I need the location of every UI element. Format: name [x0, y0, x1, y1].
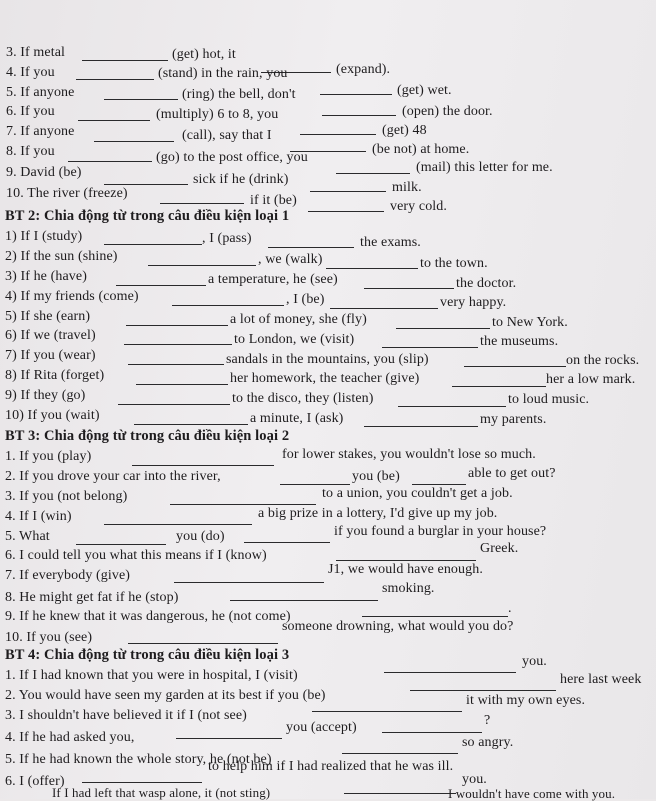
s4-line-3-blank-1[interactable] [312, 711, 462, 712]
s1-line-4-part-1: 4. If you [6, 65, 55, 80]
s3-line-7-part-2: J1, we would have enough. [328, 562, 483, 577]
s4-line-1-part-2: you. [522, 654, 547, 669]
s3-line-2-part-2: you (be) [352, 469, 400, 484]
s2-line-2-part-1: 2) If the sun (shine) [5, 249, 118, 264]
s2-line-1-part-3: the exams. [360, 235, 421, 250]
s1-line-9-part-2: sick if he (drink) [193, 172, 289, 187]
s3-line-9-part-2: . [508, 601, 512, 616]
s2-line-5-part-2: a lot of money, she (fly) [230, 312, 367, 327]
s1-line-6-part-1: 6. If you [6, 104, 55, 119]
s4-line-6-blank-1[interactable] [82, 782, 202, 783]
s4-line-3-part-1: 3. I shouldn't have believed it if I (not see) [5, 708, 247, 723]
s3-heading: BT 3: Chia động từ trong câu điều kiện loại 2 [5, 428, 290, 444]
s3-line-9-part-1: 9. If he knew that it was dangerous, he (not come) [5, 609, 291, 624]
s2-line-8-part-2: her homework, the teacher (give) [230, 371, 420, 386]
s1-line-6-part-2: (multiply) 6 to 8, you [156, 107, 279, 122]
s1-line-3-part-1: 3. If metal [6, 45, 66, 60]
s1-line-4-part-2: (stand) in the rain, you [158, 66, 288, 81]
s2-line-4-part-3: very happy. [440, 295, 507, 310]
s1-line-3-part-3: (expand). [336, 62, 391, 77]
s2-line-1-part-1: 1) If I (study) [5, 229, 83, 244]
s4-line-6-part-1: 6. I (offer) [5, 774, 65, 789]
s3-line-4-part-2: a big prize in a lottery, I'd give up my job. [258, 506, 498, 521]
s1-line-4-part-3: (get) wet. [397, 83, 452, 98]
s3-line-6-part-2: Greek. [480, 541, 519, 556]
s1-line-9-part-1: 9. David (be) [6, 165, 82, 180]
s2-line-10-part-2: a minute, I (ask) [250, 411, 344, 426]
s2-line-10-part-3: my parents. [480, 412, 547, 427]
s2-line-4-part-1: 4) If my friends (come) [5, 289, 139, 304]
s3-line-8-part-1: 8. He might get fat if he (stop) [5, 590, 179, 605]
s3-line-1-part-1: 1. If you (play) [5, 449, 92, 464]
s2-line-4-part-2: , I (be) [286, 292, 325, 307]
s2-line-9-part-2: to the disco, they (listen) [232, 391, 374, 406]
s3-line-4-part-1: 4. If I (win) [5, 509, 72, 524]
s2-heading: BT 2: Chia động từ trong câu điều kiện loại 1 [5, 208, 290, 224]
s4-line-6-part-2: to help him if I had realized that he was ill. [208, 759, 454, 774]
s2-line-6-part-2: to London, we (visit) [234, 332, 355, 347]
s2-line-2-part-3: to the town. [420, 256, 488, 271]
s4-line-7-part-2: you. [462, 772, 487, 787]
s2-line-2-part-2: , we (walk) [258, 252, 323, 267]
s4-line-7-blank-1[interactable] [344, 793, 456, 794]
s3-line-5-part-2: you (do) [176, 529, 225, 544]
s1-line-7-part-3: (be not) at home. [372, 142, 470, 157]
s1-line-9-part-3: milk. [392, 180, 422, 195]
s2-line-7-part-1: 7) If you (wear) [5, 348, 96, 363]
s2-line-8-part-3: her a low mark. [546, 372, 636, 387]
s3-line-2-part-3: able to get out? [468, 466, 556, 481]
s1-line-10-part-2: if it (be) [250, 193, 297, 208]
s3-line-1-part-2: for lower stakes, you wouldn't lose so much. [282, 447, 536, 462]
s4-heading: BT 4: Chia động từ trong câu điều kiện loại 3 [5, 647, 290, 663]
s4-line-4-part-3: ? [484, 713, 491, 728]
s2-line-6-part-3: the museums. [480, 334, 559, 349]
s1-line-5-part-3: (open) the door. [402, 104, 493, 119]
s2-line-3-part-3: the doctor. [456, 276, 517, 291]
s2-line-3-part-1: 3) If he (have) [5, 269, 87, 284]
s1-line-5-part-1: 5. If anyone [6, 85, 75, 100]
s1-line-5-part-2: (ring) the bell, don't [182, 87, 296, 102]
s4-line-1-blank-1[interactable] [384, 672, 516, 673]
s2-line-7-part-2: sandals in the mountains, you (slip) [226, 352, 429, 367]
s1-line-8-part-1: 8. If you [6, 144, 55, 159]
s4-line-2-blank-1[interactable] [410, 690, 556, 691]
s3-line-7-part-1: 7. If everybody (give) [5, 568, 131, 583]
s3-line-10-part-2: someone drowning, what would you do? [282, 619, 514, 634]
s3-line-10-part-1: 10. If you (see) [5, 630, 93, 645]
s4-line-4-part-2: you (accept) [286, 720, 357, 735]
s2-line-8-part-1: 8) If Rita (forget) [5, 368, 105, 383]
s3-line-5-part-3: if you found a burglar in your house? [334, 524, 547, 539]
s2-line-3-part-2: a temperature, he (see) [208, 272, 338, 287]
s1-line-10-part-3: very cold. [390, 199, 447, 214]
s2-line-7-part-3: on the rocks. [566, 353, 640, 368]
s3-line-5-part-1: 5. What [5, 529, 50, 544]
s3-line-2-part-1: 2. If you drove your car into the river, [5, 469, 221, 484]
s1-line-7-part-2: (call), say that I [182, 128, 272, 143]
s2-line-5-part-3: to New York. [492, 315, 568, 330]
s1-line-6-part-3: (get) 48 [382, 123, 427, 138]
s4-line-5-part-1: 5. If he had known the whole story, he (not be) [5, 752, 272, 767]
s4-line-7-part-1: If I had left that wasp alone, it (not sting) [52, 785, 271, 800]
s2-line-9-part-1: 9) If they (go) [5, 388, 86, 403]
s3-line-3-part-2: to a union, you couldn't get a job. [322, 486, 513, 501]
s1-line-8-part-2: (go) to the post office, you [156, 150, 308, 165]
s3-line-6-part-1: 6. I could tell you what this means if I (know) [5, 548, 267, 563]
s2-line-1-part-2: , I (pass) [202, 231, 252, 246]
s4-line-2-part-2: here last week [560, 672, 642, 687]
s2-line-9-part-3: to loud music. [508, 392, 590, 407]
s1-line-3-part-2: (get) hot, it [172, 47, 236, 62]
s1-line-10-part-1: 10. The river (freeze) [6, 186, 128, 201]
s4-line-4-blank-2[interactable] [382, 732, 482, 733]
s3-line-3-part-1: 3. If you (not belong) [5, 489, 128, 504]
s2-line-10-part-1: 10) If you (wait) [5, 408, 100, 423]
s4-line-1-part-1: 1. If I had known that you were in hospital, I (visit) [5, 668, 298, 683]
s2-line-5-part-1: 5) If she (earn) [5, 309, 91, 324]
s4-line-4-blank-1[interactable] [176, 738, 282, 739]
s4-line-3-part-2: it with my own eyes. [466, 693, 586, 708]
s4-line-5-blank-1[interactable] [342, 753, 458, 754]
s1-line-8-part-3: (mail) this letter for me. [416, 160, 553, 175]
s4-line-2-part-1: 2. You would have seen my garden at its best if you (be) [5, 688, 326, 703]
s4-line-5-part-2: so angry. [462, 735, 514, 750]
s4-line-8-text: I wouldn't have come with you. [448, 786, 616, 801]
s1-line-7-part-1: 7. If anyone [6, 124, 75, 139]
s3-line-8-part-2: smoking. [382, 581, 435, 596]
s4-line-4-part-1: 4. If he had asked you, [5, 730, 135, 745]
s2-line-6-part-1: 6) If we (travel) [5, 328, 96, 343]
